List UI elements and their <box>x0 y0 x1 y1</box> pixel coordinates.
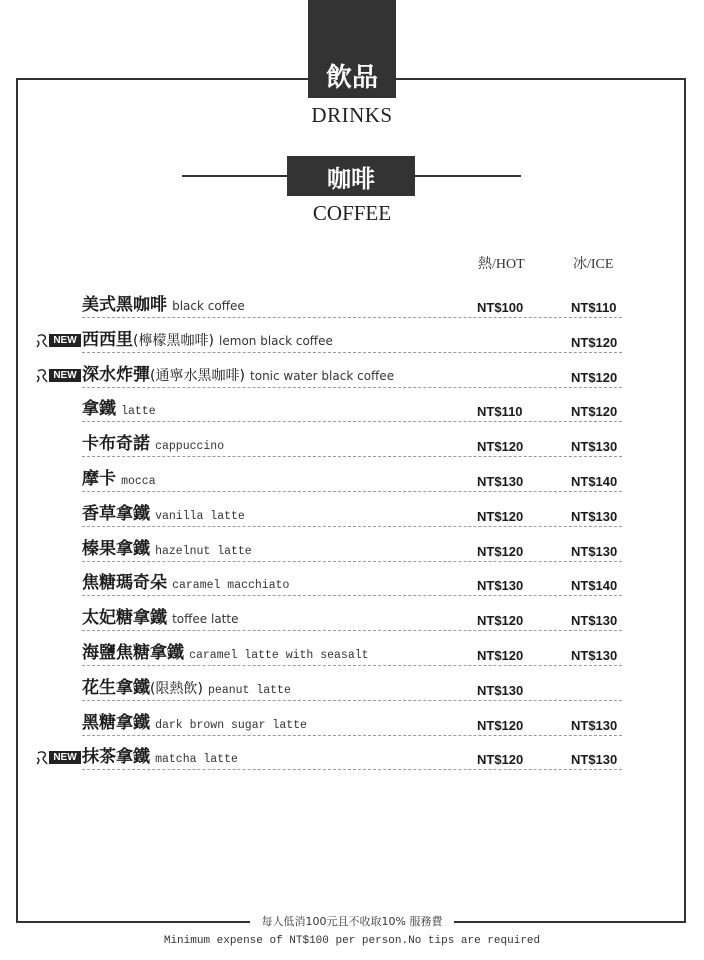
item-name-zh: 花生拿鐵 <box>82 678 150 698</box>
swirl-icon <box>35 749 49 767</box>
price-ice: NT$130 <box>571 439 618 454</box>
price-hot: NT$130 <box>477 578 524 593</box>
item-name-zh: 焦糖瑪奇朵 <box>82 573 167 593</box>
menu-item-name <box>82 290 245 315</box>
footer-note-en: Minimum expense of NT$100 per person.No tips are required <box>163 935 541 947</box>
menu-item-name <box>82 742 238 767</box>
section-title-zh: 咖啡 <box>327 164 375 193</box>
section-divider-left <box>182 175 287 177</box>
menu-item-row <box>82 432 622 457</box>
footer-divider-left <box>16 921 244 923</box>
menu-item-name <box>82 534 252 559</box>
swirl-icon <box>35 332 49 350</box>
item-name-en: caramel macchiato <box>172 579 290 592</box>
menu-item-name <box>82 638 369 663</box>
new-label: NEW <box>49 751 81 764</box>
item-name-en: latte <box>121 405 156 418</box>
item-name-en: cappuccino <box>155 440 225 453</box>
item-name-en: tonic water black coffee <box>250 369 395 383</box>
menu-item-name <box>82 464 156 489</box>
item-name-zh: 摩卡 <box>82 469 116 489</box>
new-label: NEW <box>49 369 81 382</box>
price-hot: NT$120 <box>477 752 524 767</box>
item-name-zh: 深水炸彈 <box>82 365 150 385</box>
item-name-en: vanilla latte <box>155 510 245 523</box>
item-name-en: black coffee <box>172 299 245 313</box>
item-name-zh: 美式黑咖啡 <box>82 295 167 315</box>
item-name-en: mocca <box>121 475 156 488</box>
price-ice: NT$130 <box>571 509 618 524</box>
section-divider-right <box>415 175 521 177</box>
item-note-zh: (檸檬黑咖啡) <box>133 333 214 349</box>
menu-item-row <box>82 537 622 562</box>
menu-item-row <box>82 676 622 701</box>
item-name-en: peanut latte <box>208 684 291 697</box>
new-badge <box>35 749 81 767</box>
section-title-box <box>287 156 415 196</box>
menu-item-row <box>82 467 622 492</box>
item-name-en: matcha latte <box>155 753 238 766</box>
new-label: NEW <box>49 334 81 347</box>
price-ice: NT$130 <box>571 752 618 767</box>
price-ice: NT$120 <box>571 335 618 350</box>
price-hot: NT$100 <box>477 300 524 315</box>
price-hot: NT$120 <box>477 544 524 559</box>
menu-item-name <box>82 673 291 698</box>
price-hot: NT$130 <box>477 474 524 489</box>
section-title-en: COFFEE <box>312 201 392 225</box>
price-ice: NT$110 <box>571 300 617 315</box>
menu-item-name <box>82 499 245 524</box>
item-name-en: hazelnut latte <box>155 545 252 558</box>
item-name-en: dark brown sugar latte <box>155 719 307 732</box>
menu-item-row <box>82 745 622 770</box>
menu-item-name <box>82 603 238 628</box>
column-header-ice: 冰/ICE <box>573 257 614 272</box>
price-hot: NT$110 <box>477 404 523 419</box>
menu-item-row <box>82 397 622 422</box>
price-ice: NT$140 <box>571 578 618 593</box>
item-note-zh: (通寧水黑咖啡) <box>150 368 245 384</box>
item-name-zh: 黑糖拿鐵 <box>82 713 150 733</box>
item-name-zh: 抹茶拿鐵 <box>82 747 150 767</box>
item-name-zh: 海鹽焦糖拿鐵 <box>82 643 184 663</box>
menu-item-row <box>82 328 622 353</box>
menu-item-name <box>82 360 394 385</box>
item-name-zh: 香草拿鐵 <box>82 504 150 524</box>
menu-item-name <box>82 708 307 733</box>
price-ice: NT$120 <box>571 404 618 419</box>
menu-item-row <box>82 641 622 666</box>
column-header-hot: 熱/HOT <box>478 257 525 272</box>
item-name-en: lemon black coffee <box>219 334 333 348</box>
menu-item-row <box>82 293 622 318</box>
new-badge <box>35 367 81 385</box>
new-badge <box>35 332 81 350</box>
menu-item-name <box>82 429 224 454</box>
swirl-icon <box>35 367 49 385</box>
price-hot: NT$120 <box>477 439 524 454</box>
menu-item-row <box>82 711 622 736</box>
item-name-en: toffee latte <box>172 612 239 626</box>
price-hot: NT$130 <box>477 683 524 698</box>
price-ice: NT$130 <box>571 613 618 628</box>
item-name-zh: 西西里 <box>82 330 133 350</box>
menu-item-name <box>82 325 333 350</box>
item-name-zh: 拿鐵 <box>82 399 116 419</box>
price-ice: NT$120 <box>571 370 618 385</box>
price-hot: NT$120 <box>477 648 524 663</box>
price-hot: NT$120 <box>477 718 524 733</box>
footer-note-zh: 每人低消100元且不收取10% 服務費 <box>250 913 454 929</box>
category-title-zh: 飲品 <box>325 63 378 93</box>
price-hot: NT$120 <box>477 613 524 628</box>
menu-item-row <box>82 363 622 388</box>
menu-item-name <box>82 394 156 419</box>
price-ice: NT$130 <box>571 648 618 663</box>
item-name-en: caramel latte with seasalt <box>189 649 369 662</box>
footer-divider-right <box>460 921 686 923</box>
item-note-zh: (限熱飲) <box>150 681 203 697</box>
menu-item-row <box>82 571 622 596</box>
category-tab <box>308 0 396 98</box>
price-hot: NT$120 <box>477 509 524 524</box>
item-name-zh: 卡布奇諾 <box>82 434 150 454</box>
menu-item-name <box>82 568 289 593</box>
menu-item-row <box>82 502 622 527</box>
menu-item-row <box>82 606 622 631</box>
item-name-zh: 榛果拿鐵 <box>82 539 150 559</box>
price-ice: NT$130 <box>571 718 618 733</box>
item-name-zh: 太妃糖拿鐵 <box>82 608 167 628</box>
price-ice: NT$130 <box>571 544 618 559</box>
price-ice: NT$140 <box>571 474 618 489</box>
category-title-en: DRINKS <box>311 103 393 127</box>
